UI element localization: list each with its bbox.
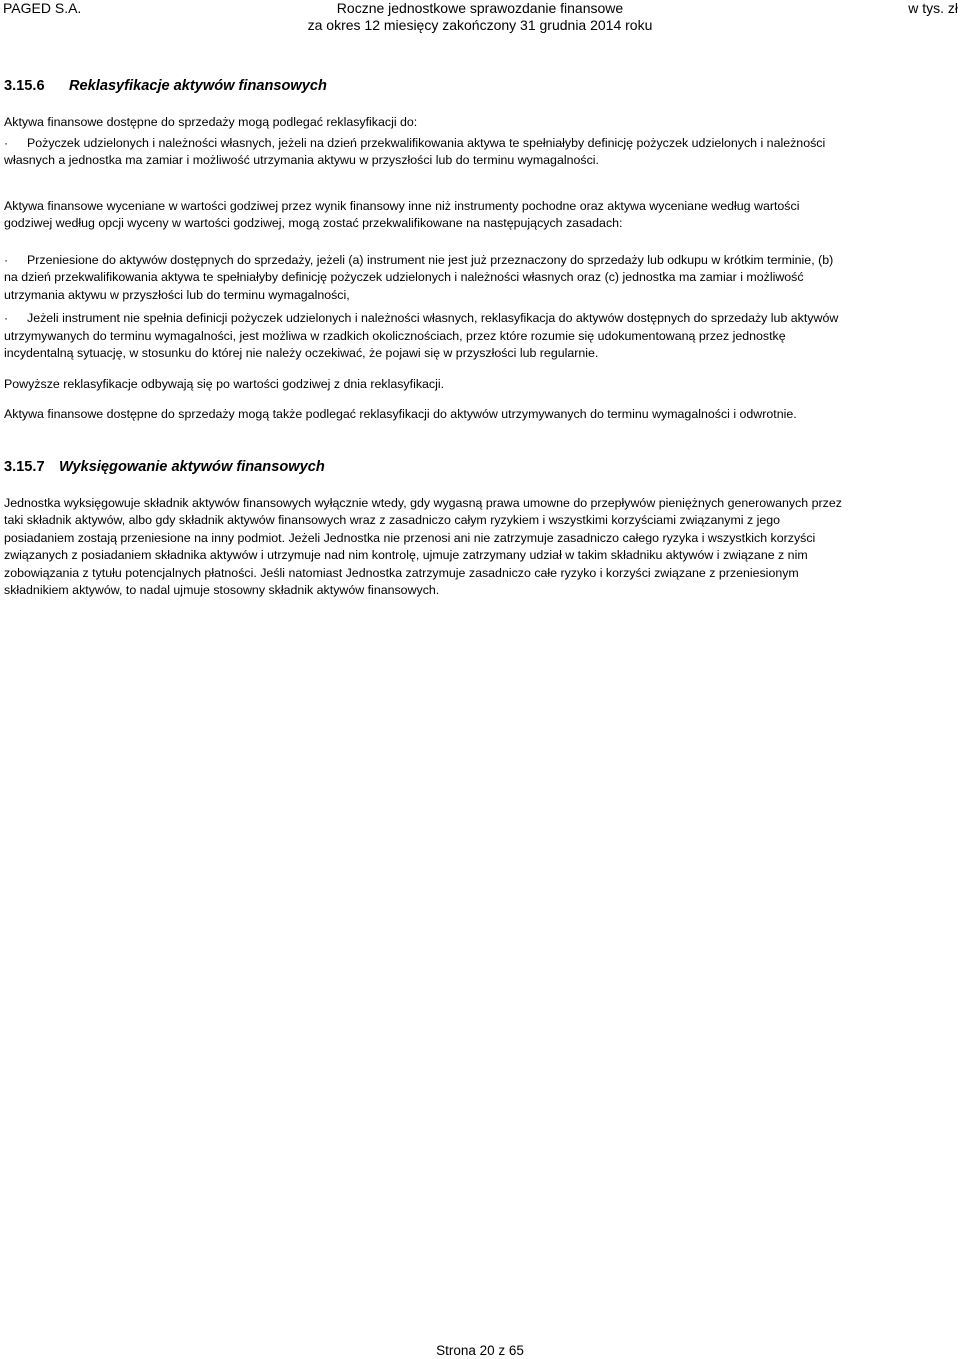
bullet-dot: · [4, 135, 9, 150]
paragraph: Aktywa finansowe wyceniane w wartości godziwej przez wynik finansowy inne niż instrumenty pochodne oraz aktywa wyceniane według wartości godziwej według opcji wyceny w wartości godziwej, mogą zostać przekwalifikowane na następujących zasadach: [4, 198, 800, 230]
bullet-paragraph [4, 135, 844, 170]
section-heading-3-15-7 [4, 458, 844, 476]
section-title: Wyksięgowanie aktywów finansowych [59, 458, 325, 475]
bullet-text: Pożyczek udzielonych i należności własnych, jeżeli na dzień przekwalifikowania aktywa te spełniałyby definicję pożyczek udzielonych i należności własnych a jednostka ma zamiar i możliwość utrzymania aktywu w przyszłości lub do terminu wymagalności. [4, 135, 826, 167]
company-name: PAGED S.A. [3, 0, 82, 16]
document-body [4, 77, 844, 600]
page-header [0, 0, 960, 40]
paragraph: Jednostka wyksięgowuje składnik aktywów finansowych wyłącznie wtedy, gdy wygasną prawa umowne do przepływów pieniężnych generowanych przez taki składnik aktywów, albo gdy składnik aktywów finansowych wraz z zasadniczo całym ryzykiem i wszystkimi korzyściami związanymi z jego posiadaniem zostają przeniesione na inny podmiot. Jeżeli Jednostka nie przenosi ani nie zatrzymuje zasadniczo całego ryzyka i wszystkich korzyści związanych z posiadaniem składnika aktywów i utrzymuje nad nim kontrolę, ujmuje zatrzymany udział w takim składniku aktywów i związane z nim zobowiązania z tytułu potencjalnych płatności. Jeśli natomiast Jednostka zatrzymuje zasadniczo całe ryzyko i korzyści związane z przeniesionym składnikiem aktywów, to nadal ujmuje stosowny składnik aktywów finansowych. [4, 495, 842, 597]
intro-paragraph: Aktywa finansowe dostępne do sprzedaży mogą podlegać reklasyfikacji do: [4, 115, 418, 129]
bullet-dot: · [4, 311, 9, 325]
bullet-paragraph [4, 310, 844, 363]
report-title: Roczne jednostkowe sprawozdanie finansowe [336, 0, 624, 16]
section-title: Reklasyfikacje aktywów finansowych [69, 78, 327, 94]
page-number: Strona 20 z 65 [436, 1343, 524, 1358]
bullet-text: Jeżeli instrument nie spełnia definicji pożyczek udzielonych i należności własnych, reklasyfikacja do aktywów dostępnych do sprzedaży lub aktywów utrzymywanych do terminu wymagalności, jest możliwa w rzadkich okolicznościach, przez które rozumie się udokumentowaną przez jednostkę incydentalną sytuację, w stosunku do której nie należy oczekiwać, że pojawi się w przyszłości lub regularnie. [4, 311, 839, 360]
paragraph: Powyższe reklasyfikacje odbywają się po wartości godziwej z dnia reklasyfikacji. [4, 376, 445, 391]
report-heading [0, 0, 960, 34]
bullet-dot: · [4, 252, 9, 267]
section-number: 3.15.6 [4, 78, 45, 94]
report-period: za okres 12 miesięcy zakończony 31 grudnia 2014 roku [307, 17, 653, 33]
currency-unit: w tys. zł [908, 0, 958, 16]
bullet-paragraph [4, 252, 844, 305]
section-heading-3-15-6 [4, 77, 844, 95]
paragraph: Aktywa finansowe dostępne do sprzedaży mogą także podlegać reklasyfikacji do aktywów utrzymywanych do terminu wymagalności i odwrotnie. [4, 407, 797, 421]
bullet-text: Przeniesione do aktywów dostępnych do sprzedaży, jeżeli (a) instrument nie jest już przeznaczony do sprzedaży lub odkupu w krótkim terminie, (b) na dzień przekwalifikowania aktywa te spełniałyby definicję pożyczek udzielonych i należności własnych oraz (c) jednostka ma zamiar i możliwość utrzymania aktywu w przyszłości lub do terminu wymagalności, [4, 252, 834, 302]
section-number: 3.15.7 [4, 458, 45, 475]
